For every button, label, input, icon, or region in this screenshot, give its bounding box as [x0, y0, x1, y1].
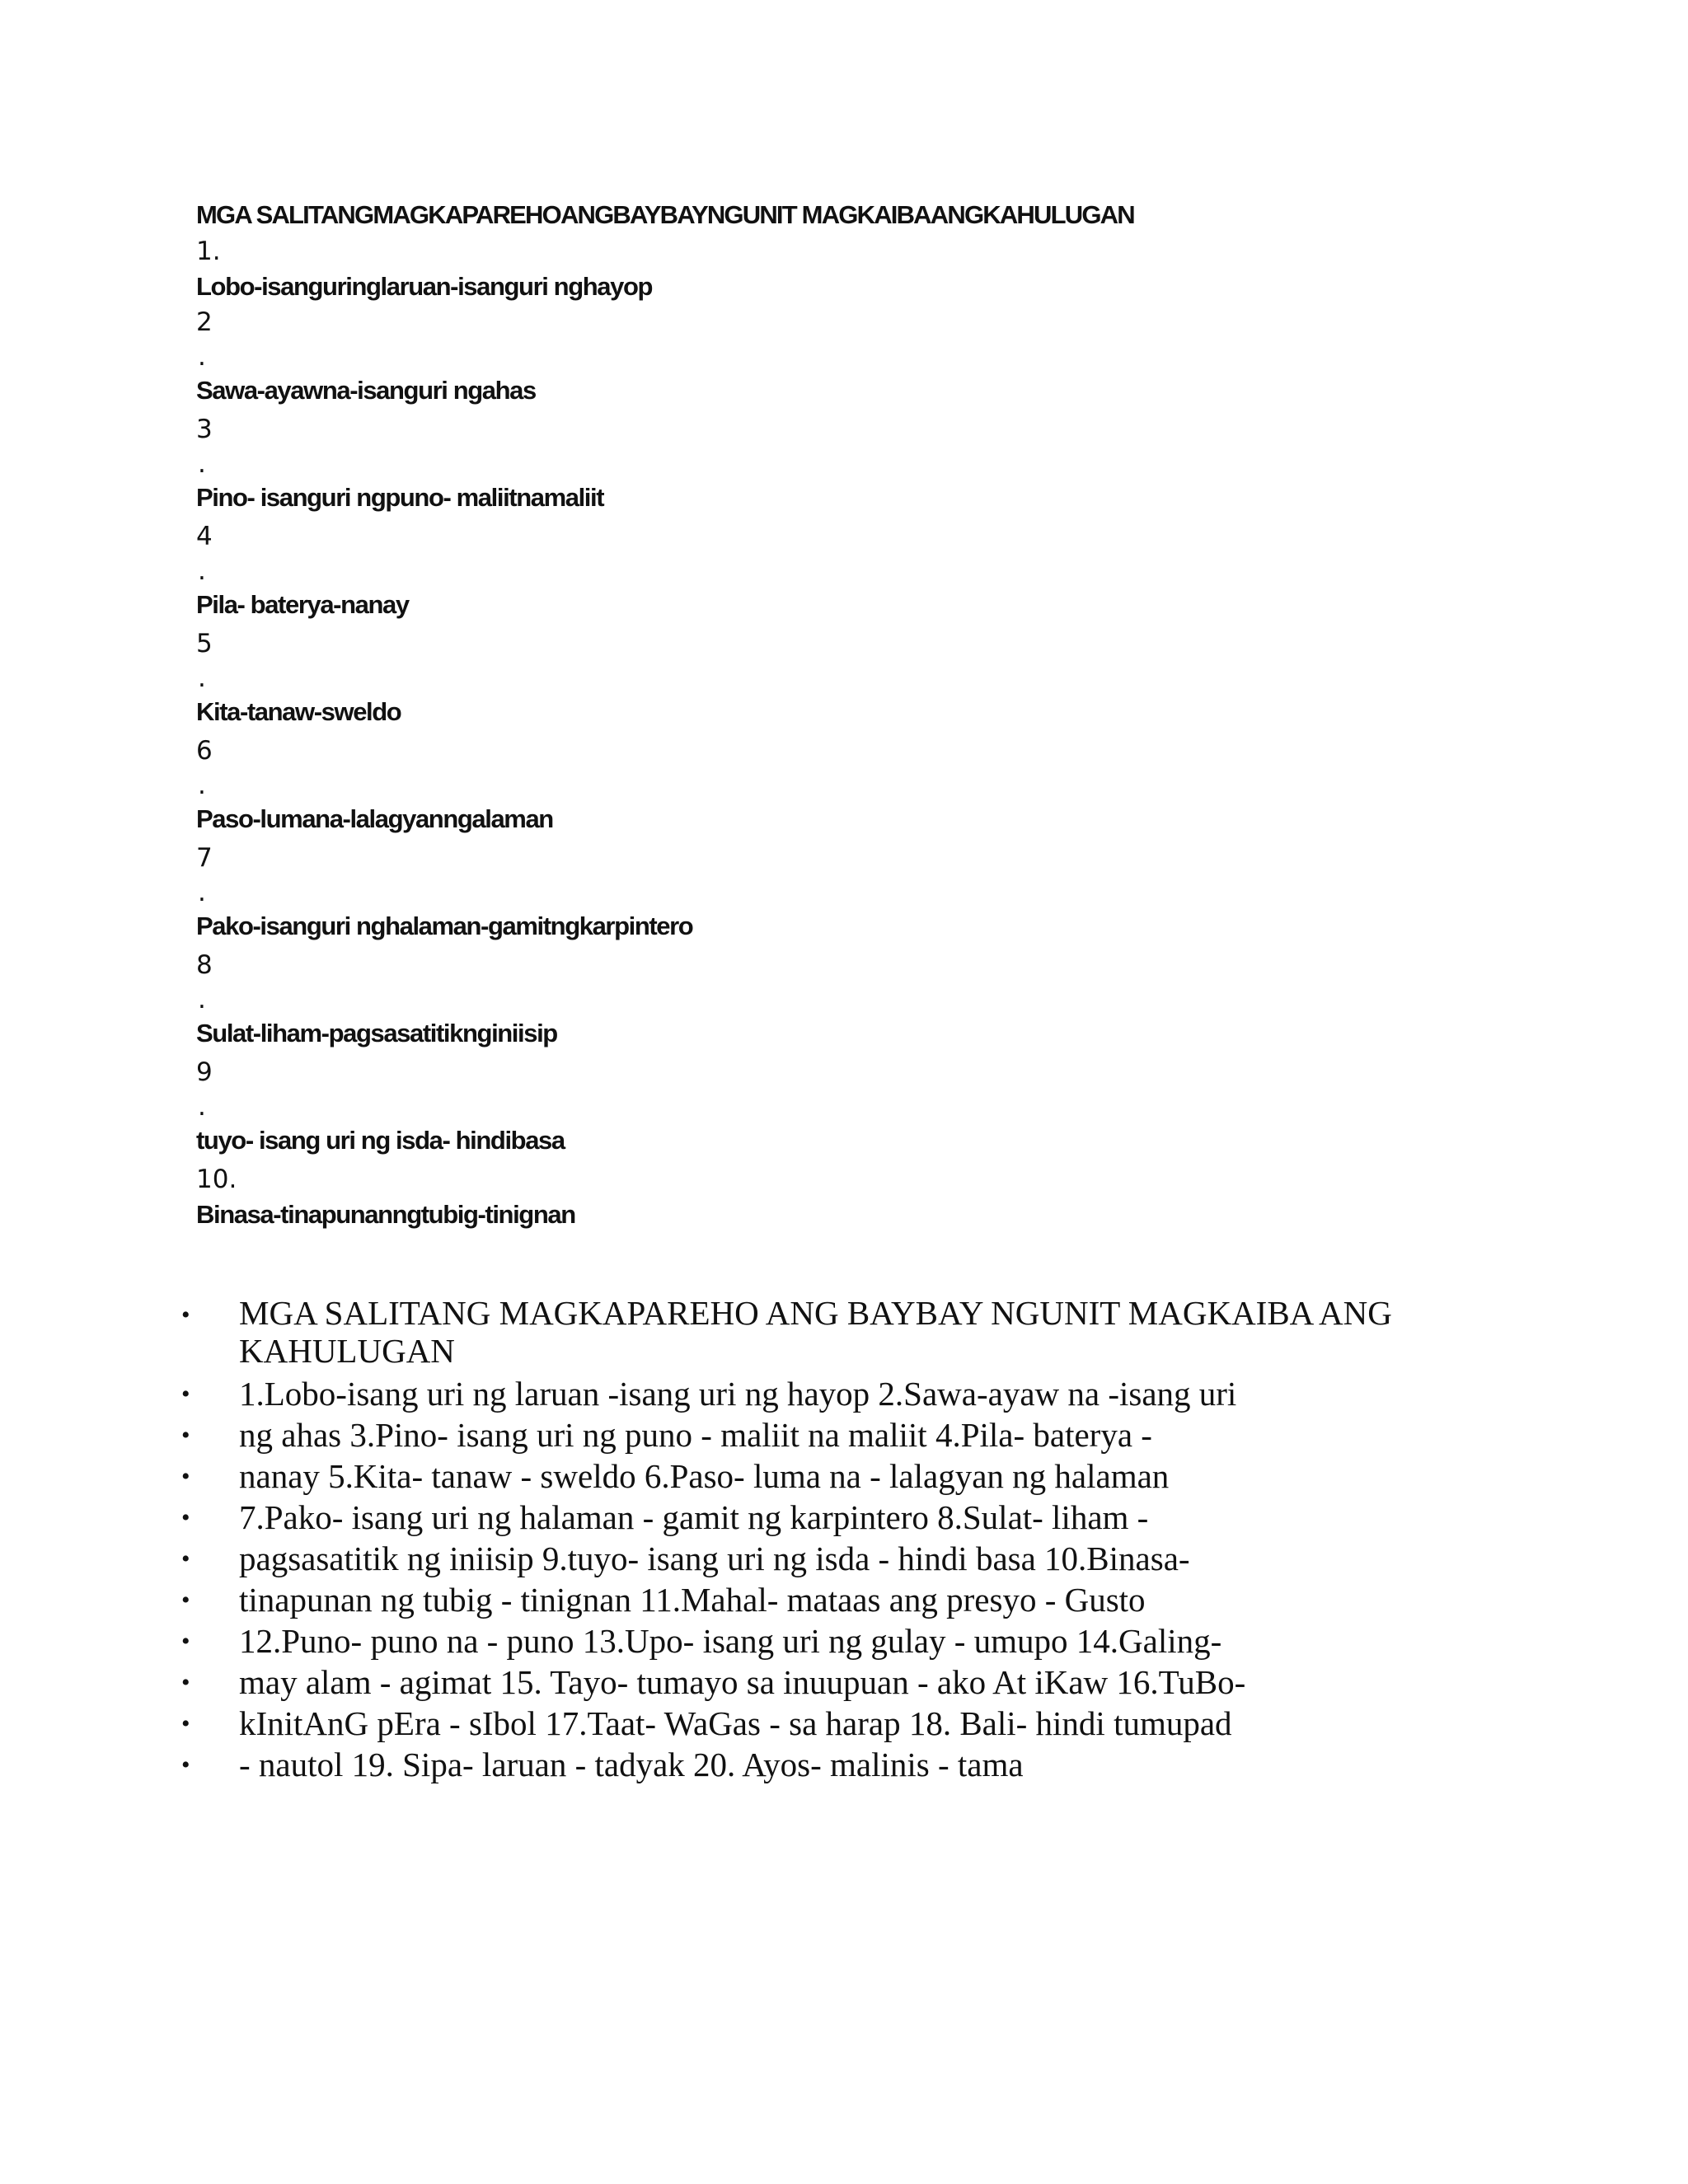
entry-text: Pino- isanguri ngpuno- maliitnamaliit — [196, 483, 604, 512]
entry-dot: . — [198, 771, 206, 800]
entry-text: Pako-isanguri nghalaman-gamitngkarpintero — [196, 912, 693, 940]
bullet-line-text: tinapunan ng tubig - tinignan 11.Mahal- mataas ang presyo - Gusto — [239, 1581, 1146, 1619]
entry-number: 8 — [196, 950, 213, 980]
entry-text: Lobo-isanguringlaruan-isanguri nghayop — [196, 272, 653, 301]
list-entry-4 — [196, 519, 1515, 626]
entry-text: Kita-tanaw-sweldo — [196, 697, 401, 726]
entry-number: 10. — [196, 1165, 237, 1194]
entry-number: 9 — [196, 1057, 213, 1087]
entry-number: 1. — [196, 237, 221, 266]
entry-number: 7 — [196, 843, 213, 873]
top-section — [196, 196, 1515, 1233]
entry-text: Sulat-liham-pagsasatitiknginiisip — [196, 1019, 557, 1047]
entry-dot: . — [198, 1092, 206, 1122]
entry-dot: . — [198, 663, 206, 693]
bullet-title: MGA SALITANG MAGKAPAREHO ANG BAYBAY NGUNIT MAGKAIBA ANG KAHULUGAN — [239, 1294, 1392, 1370]
bullet-list — [181, 1294, 1442, 1785]
bullet-line — [181, 1661, 1442, 1703]
bullet-line — [181, 1579, 1442, 1620]
bullet-line-text: kInitAnG pEra - sIbol 17.Taat- WaGas - sa harap 18. Bali- hindi tumupad — [239, 1704, 1232, 1742]
bullet-line — [181, 1620, 1442, 1661]
entry-dot: . — [198, 449, 206, 479]
entry-dot: . — [198, 342, 206, 372]
bullet-line — [181, 1744, 1442, 1785]
bullet-icon: • — [181, 1545, 190, 1572]
bullet-icon: • — [181, 1380, 190, 1408]
bullet-line — [181, 1414, 1442, 1455]
entry-number: 3 — [196, 415, 213, 444]
list-entry-9 — [196, 1055, 1515, 1162]
list-entry-5 — [196, 626, 1515, 733]
bullet-line-text: 12.Puno- puno na - puno 13.Upo- isang uri ng gulay - umupo 14.Galing- — [239, 1622, 1222, 1660]
entry-number: 5 — [196, 629, 213, 658]
bullet-icon: • — [181, 1422, 190, 1449]
bullet-line-text: - nautol 19. Sipa- laruan - tadyak 20. Ayos- malinis - tama — [239, 1746, 1024, 1783]
bullet-line — [181, 1703, 1442, 1744]
list-entry-6 — [196, 733, 1515, 841]
bullet-line-text: may alam - agimat 15. Tayo- tumayo sa inuupuan - ako At iKaw 16.TuBo- — [239, 1663, 1246, 1701]
list-entry-10 — [196, 1162, 1515, 1233]
bullet-line-text: 7.Pako- isang uri ng halaman - gamit ng karpintero 8.Sulat- liham - — [239, 1498, 1149, 1536]
bullet-line — [181, 1455, 1442, 1497]
entry-text: Paso-lumana-lalagyanngalaman — [196, 804, 553, 833]
bullet-icon: • — [181, 1586, 190, 1614]
entry-number: 6 — [196, 736, 213, 766]
bullet-icon: • — [181, 1301, 190, 1329]
entry-number: 4 — [196, 522, 213, 551]
list-entry-7 — [196, 841, 1515, 948]
list-entry-1 — [196, 234, 1515, 305]
entry-text: Pila- baterya-nanay — [196, 590, 409, 619]
entry-dot: . — [198, 556, 206, 586]
bullet-line — [181, 1538, 1442, 1579]
entry-text: Sawa-ayawna-isanguri ngahas — [196, 376, 536, 405]
bullet-icon: • — [181, 1710, 190, 1737]
top-title: MGA SALITANGMAGKAPAREHOANGBAYBAYNGUNIT MAGKAIBAANGKAHULUGAN — [196, 200, 1134, 229]
bullet-icon: • — [181, 1628, 190, 1655]
bullet-line-text: pagsasatitik ng iniisip 9.tuyo- isang uri ng isda - hindi basa 10.Binasa- — [239, 1540, 1190, 1577]
entry-text: tuyo- isang uri ng isda- hindibasa — [196, 1126, 565, 1155]
entry-dot: . — [198, 878, 206, 907]
bullet-line — [181, 1373, 1442, 1414]
bullet-icon: • — [181, 1751, 190, 1779]
bullet-icon: • — [181, 1504, 190, 1531]
bullet-icon: • — [181, 1669, 190, 1696]
bullet-line-text: ng ahas 3.Pino- isang uri ng puno - maliit na maliit 4.Pila- baterya - — [239, 1416, 1152, 1454]
entry-dot: . — [198, 985, 206, 1015]
bullet-icon: • — [181, 1463, 190, 1490]
list-entry-3 — [196, 412, 1515, 519]
bullet-line — [181, 1497, 1442, 1538]
entry-text: Binasa-tinapunanngtubig-tinignan — [196, 1200, 575, 1229]
list-entry-2 — [196, 305, 1515, 412]
bullet-title-item — [181, 1294, 1442, 1370]
bullet-line-text: 1.Lobo-isang uri ng laruan -isang uri ng hayop 2.Sawa-ayaw na -isang uri — [239, 1375, 1237, 1413]
entry-number: 2 — [196, 307, 213, 337]
bullet-line-text: nanay 5.Kita- tanaw - sweldo 6.Paso- luma na - lalagyan ng halaman — [239, 1457, 1170, 1495]
list-entry-8 — [196, 948, 1515, 1055]
